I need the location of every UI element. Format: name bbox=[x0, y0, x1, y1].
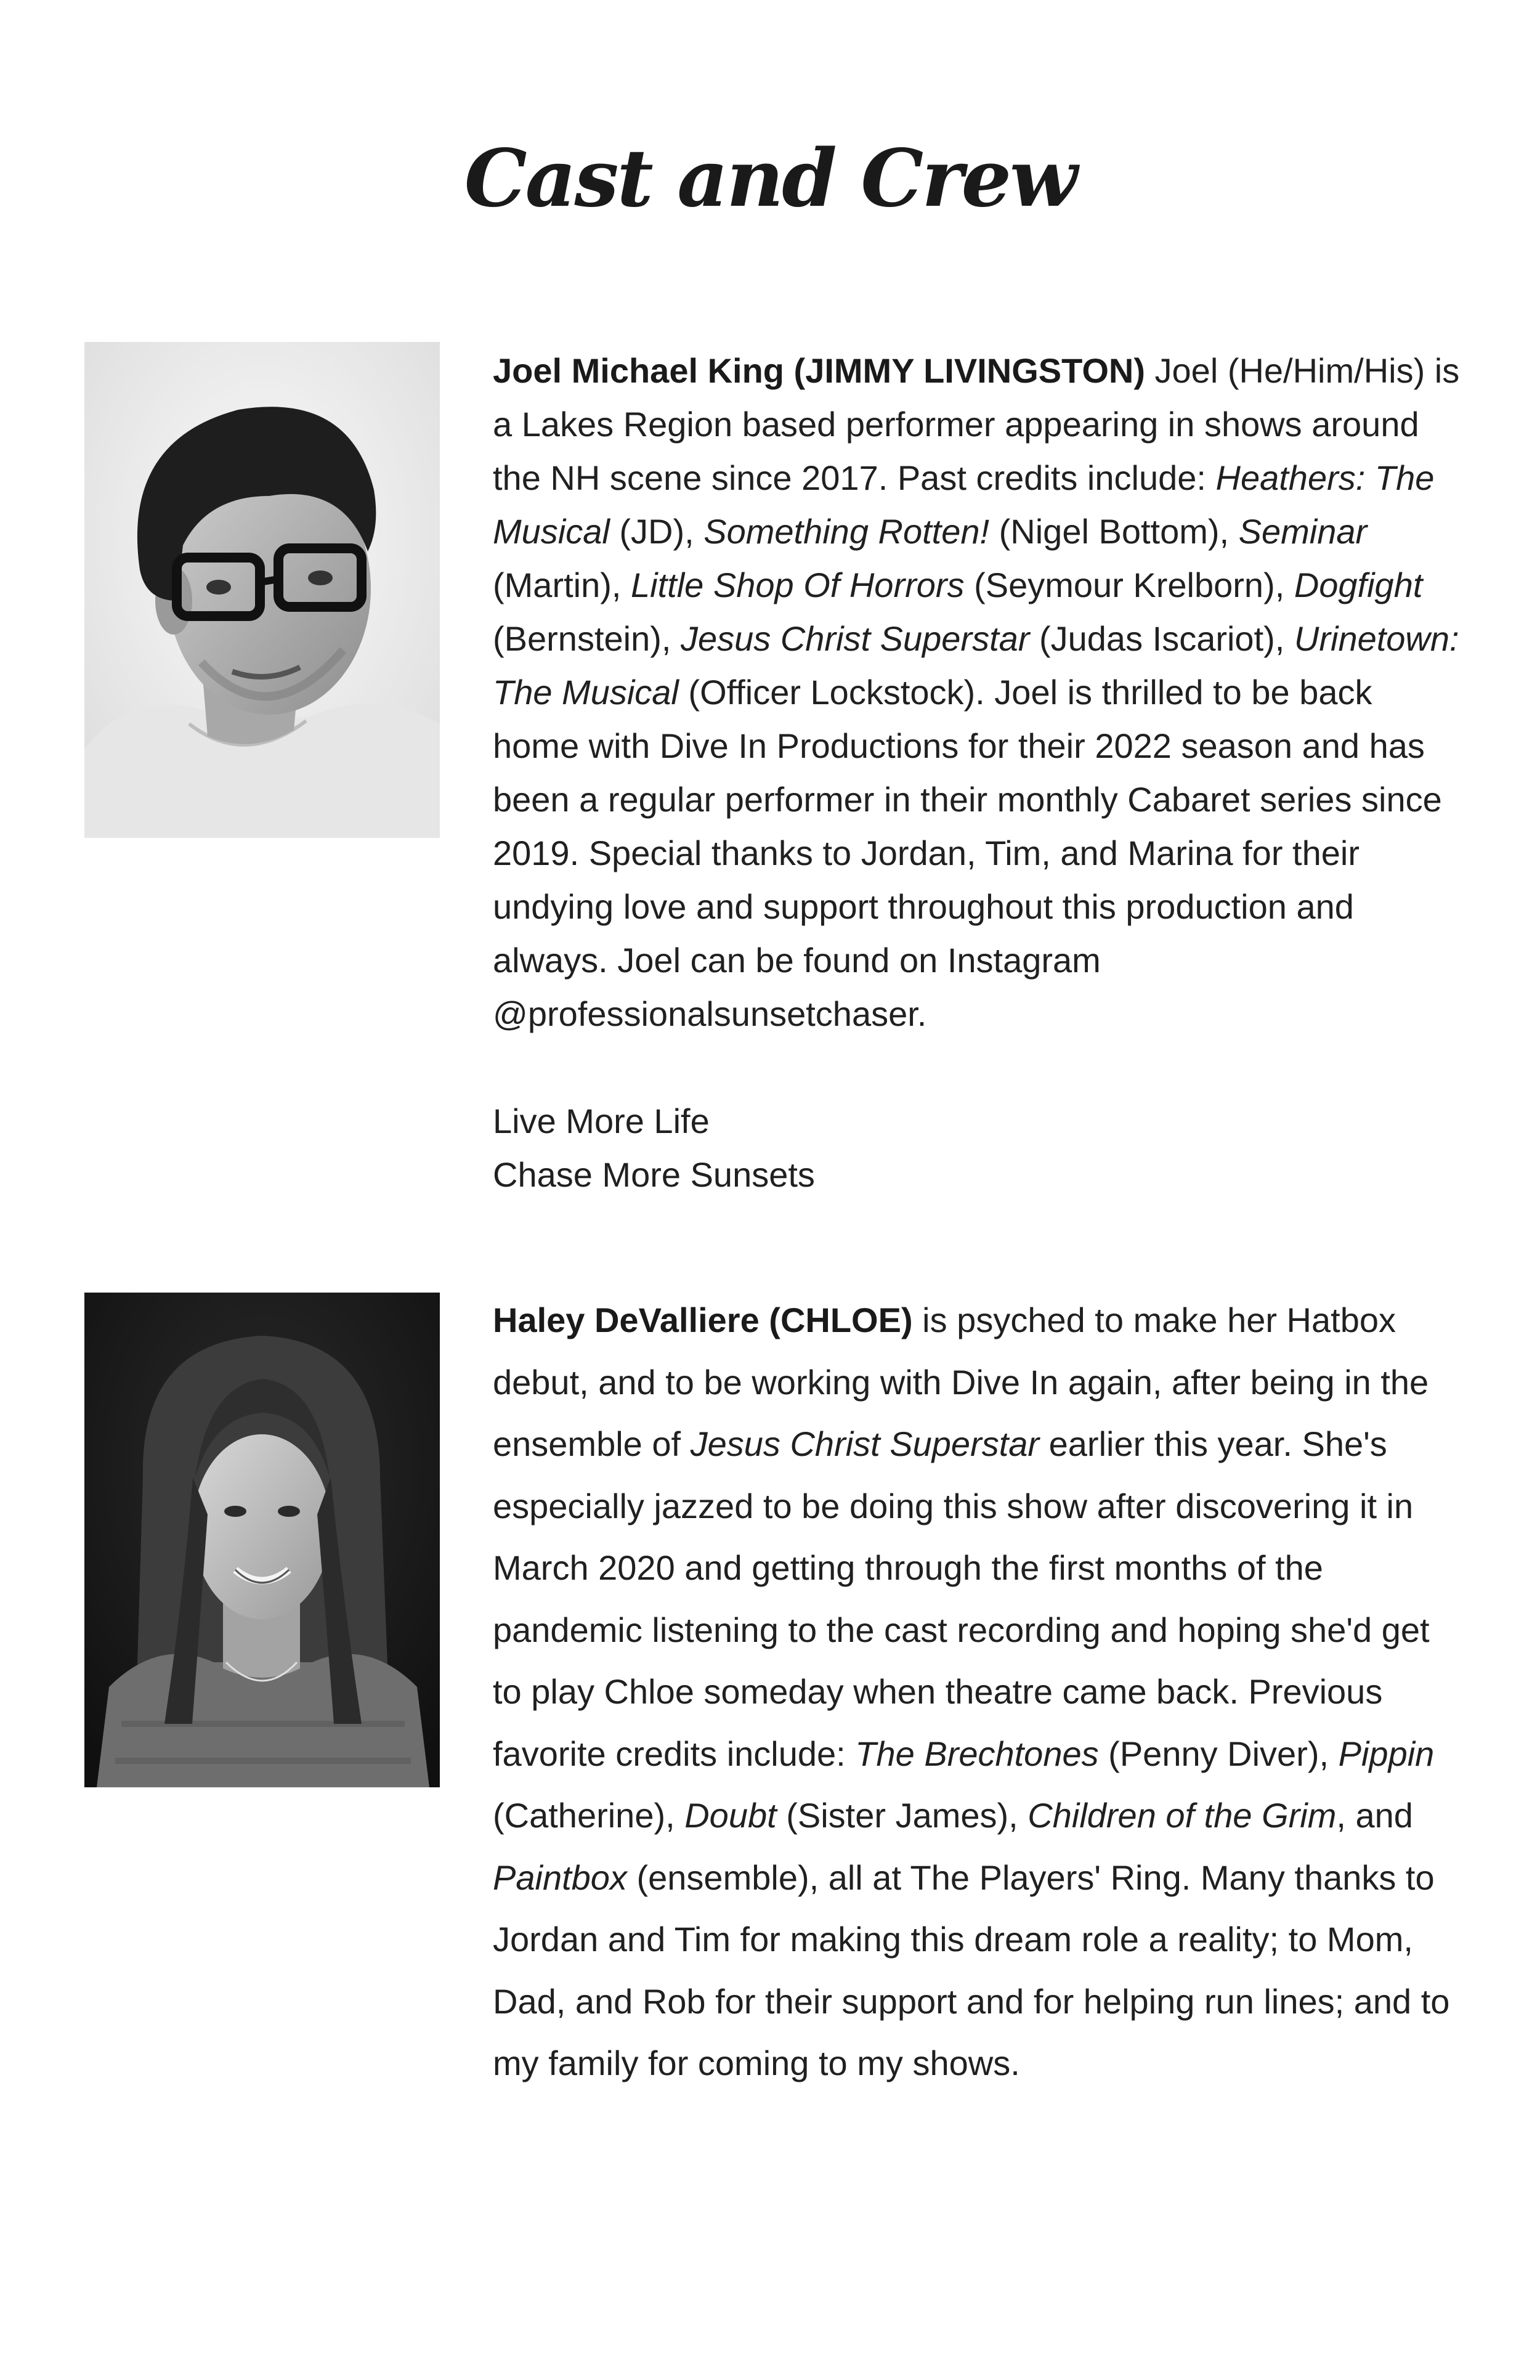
show-title: The Brechtones bbox=[855, 1734, 1099, 1773]
cast-name-role: Haley DeValliere (CHLOE) bbox=[493, 1301, 913, 1339]
bio-text: (Catherine), bbox=[493, 1796, 685, 1835]
bio-text: , and bbox=[1336, 1796, 1413, 1835]
bio-text: (Seymour Krelborn), bbox=[964, 566, 1294, 604]
paragraph-gap bbox=[493, 1041, 1460, 1094]
bio-text: Joel (He/Him/His) is a Lakes Region based performer appearing in shows around the NH scene since 2017. Past credits include: bbox=[493, 351, 1460, 497]
tagline-line: Live More Life bbox=[493, 1102, 710, 1140]
show-title: Jesus Christ Superstar bbox=[690, 1424, 1040, 1463]
bio-text: (Sister James), bbox=[776, 1796, 1028, 1835]
bio-text: (Martin), bbox=[493, 566, 631, 604]
tagline-line: Chase More Sunsets bbox=[493, 1155, 815, 1194]
page-title: Cast and Crew bbox=[464, 132, 1076, 225]
show-title: Something Rotten! bbox=[703, 512, 990, 551]
tagline bbox=[493, 1094, 1460, 1201]
bio-text: (Nigel Bottom), bbox=[989, 512, 1239, 551]
show-title: Little Shop Of Horrors bbox=[631, 566, 965, 604]
show-title: Children of the Grim bbox=[1027, 1796, 1337, 1835]
show-title: Paintbox bbox=[493, 1858, 627, 1897]
show-title: Jesus Christ Superstar bbox=[681, 619, 1030, 658]
cast-bio-joel-michael-king bbox=[493, 344, 1460, 1201]
cast-bio-haley-devalliere bbox=[493, 1290, 1460, 2095]
bio-text: (ensemble), all at The Players' Ring. Many thanks to Jordan and Tim for making this dream role a reality; to Mom, Dad, and Rob for their support and for helping run lines; and to my family for coming to my shows. bbox=[493, 1858, 1450, 2082]
show-title: Seminar bbox=[1238, 512, 1368, 551]
bio-paragraph bbox=[493, 344, 1460, 1041]
bio-paragraph bbox=[493, 1290, 1460, 2095]
show-title: Heathers: The Musical bbox=[493, 458, 1435, 551]
haley-headshot-photo bbox=[84, 1293, 440, 1787]
bio-text: is psyched to make her Hatbox debut, and to be working with Dive In again, after being in the ensemble of bbox=[493, 1301, 1429, 1463]
bio-text: (Bernstein), bbox=[493, 619, 681, 658]
show-title: Pippin bbox=[1338, 1734, 1435, 1773]
show-title: Urinetown: The Musical bbox=[493, 619, 1459, 712]
show-title: Doubt bbox=[684, 1796, 777, 1835]
bio-text: (Penny Diver), bbox=[1098, 1734, 1339, 1773]
show-title: Dogfight bbox=[1294, 566, 1423, 604]
bio-text: (JD), bbox=[609, 512, 704, 551]
bio-text: earlier this year. She's especially jazzed to be doing this show after discovering it in March 2020 and getting through the first months of the pandemic listening to the cast recording and hoping she'd get to play Chloe someday when theatre came back. Previous favorite credits include: bbox=[493, 1424, 1430, 1773]
joel-headshot-photo bbox=[84, 342, 440, 838]
bio-text: (Judas Iscariot), bbox=[1029, 619, 1294, 658]
bio-text: (Officer Lockstock). Joel is thrilled to be back home with Dive In Productions for their 2022 season and has been a regular performer in their monthly Cabaret series since 2019. Special thanks to Jordan, Tim, and Marina for their undying love and support throughout this production and always. Joel can be found on Instagram @professionalsunsetchaser. bbox=[493, 673, 1442, 1033]
cast-name-role: Joel Michael King (JIMMY LIVINGSTON) bbox=[493, 351, 1145, 390]
